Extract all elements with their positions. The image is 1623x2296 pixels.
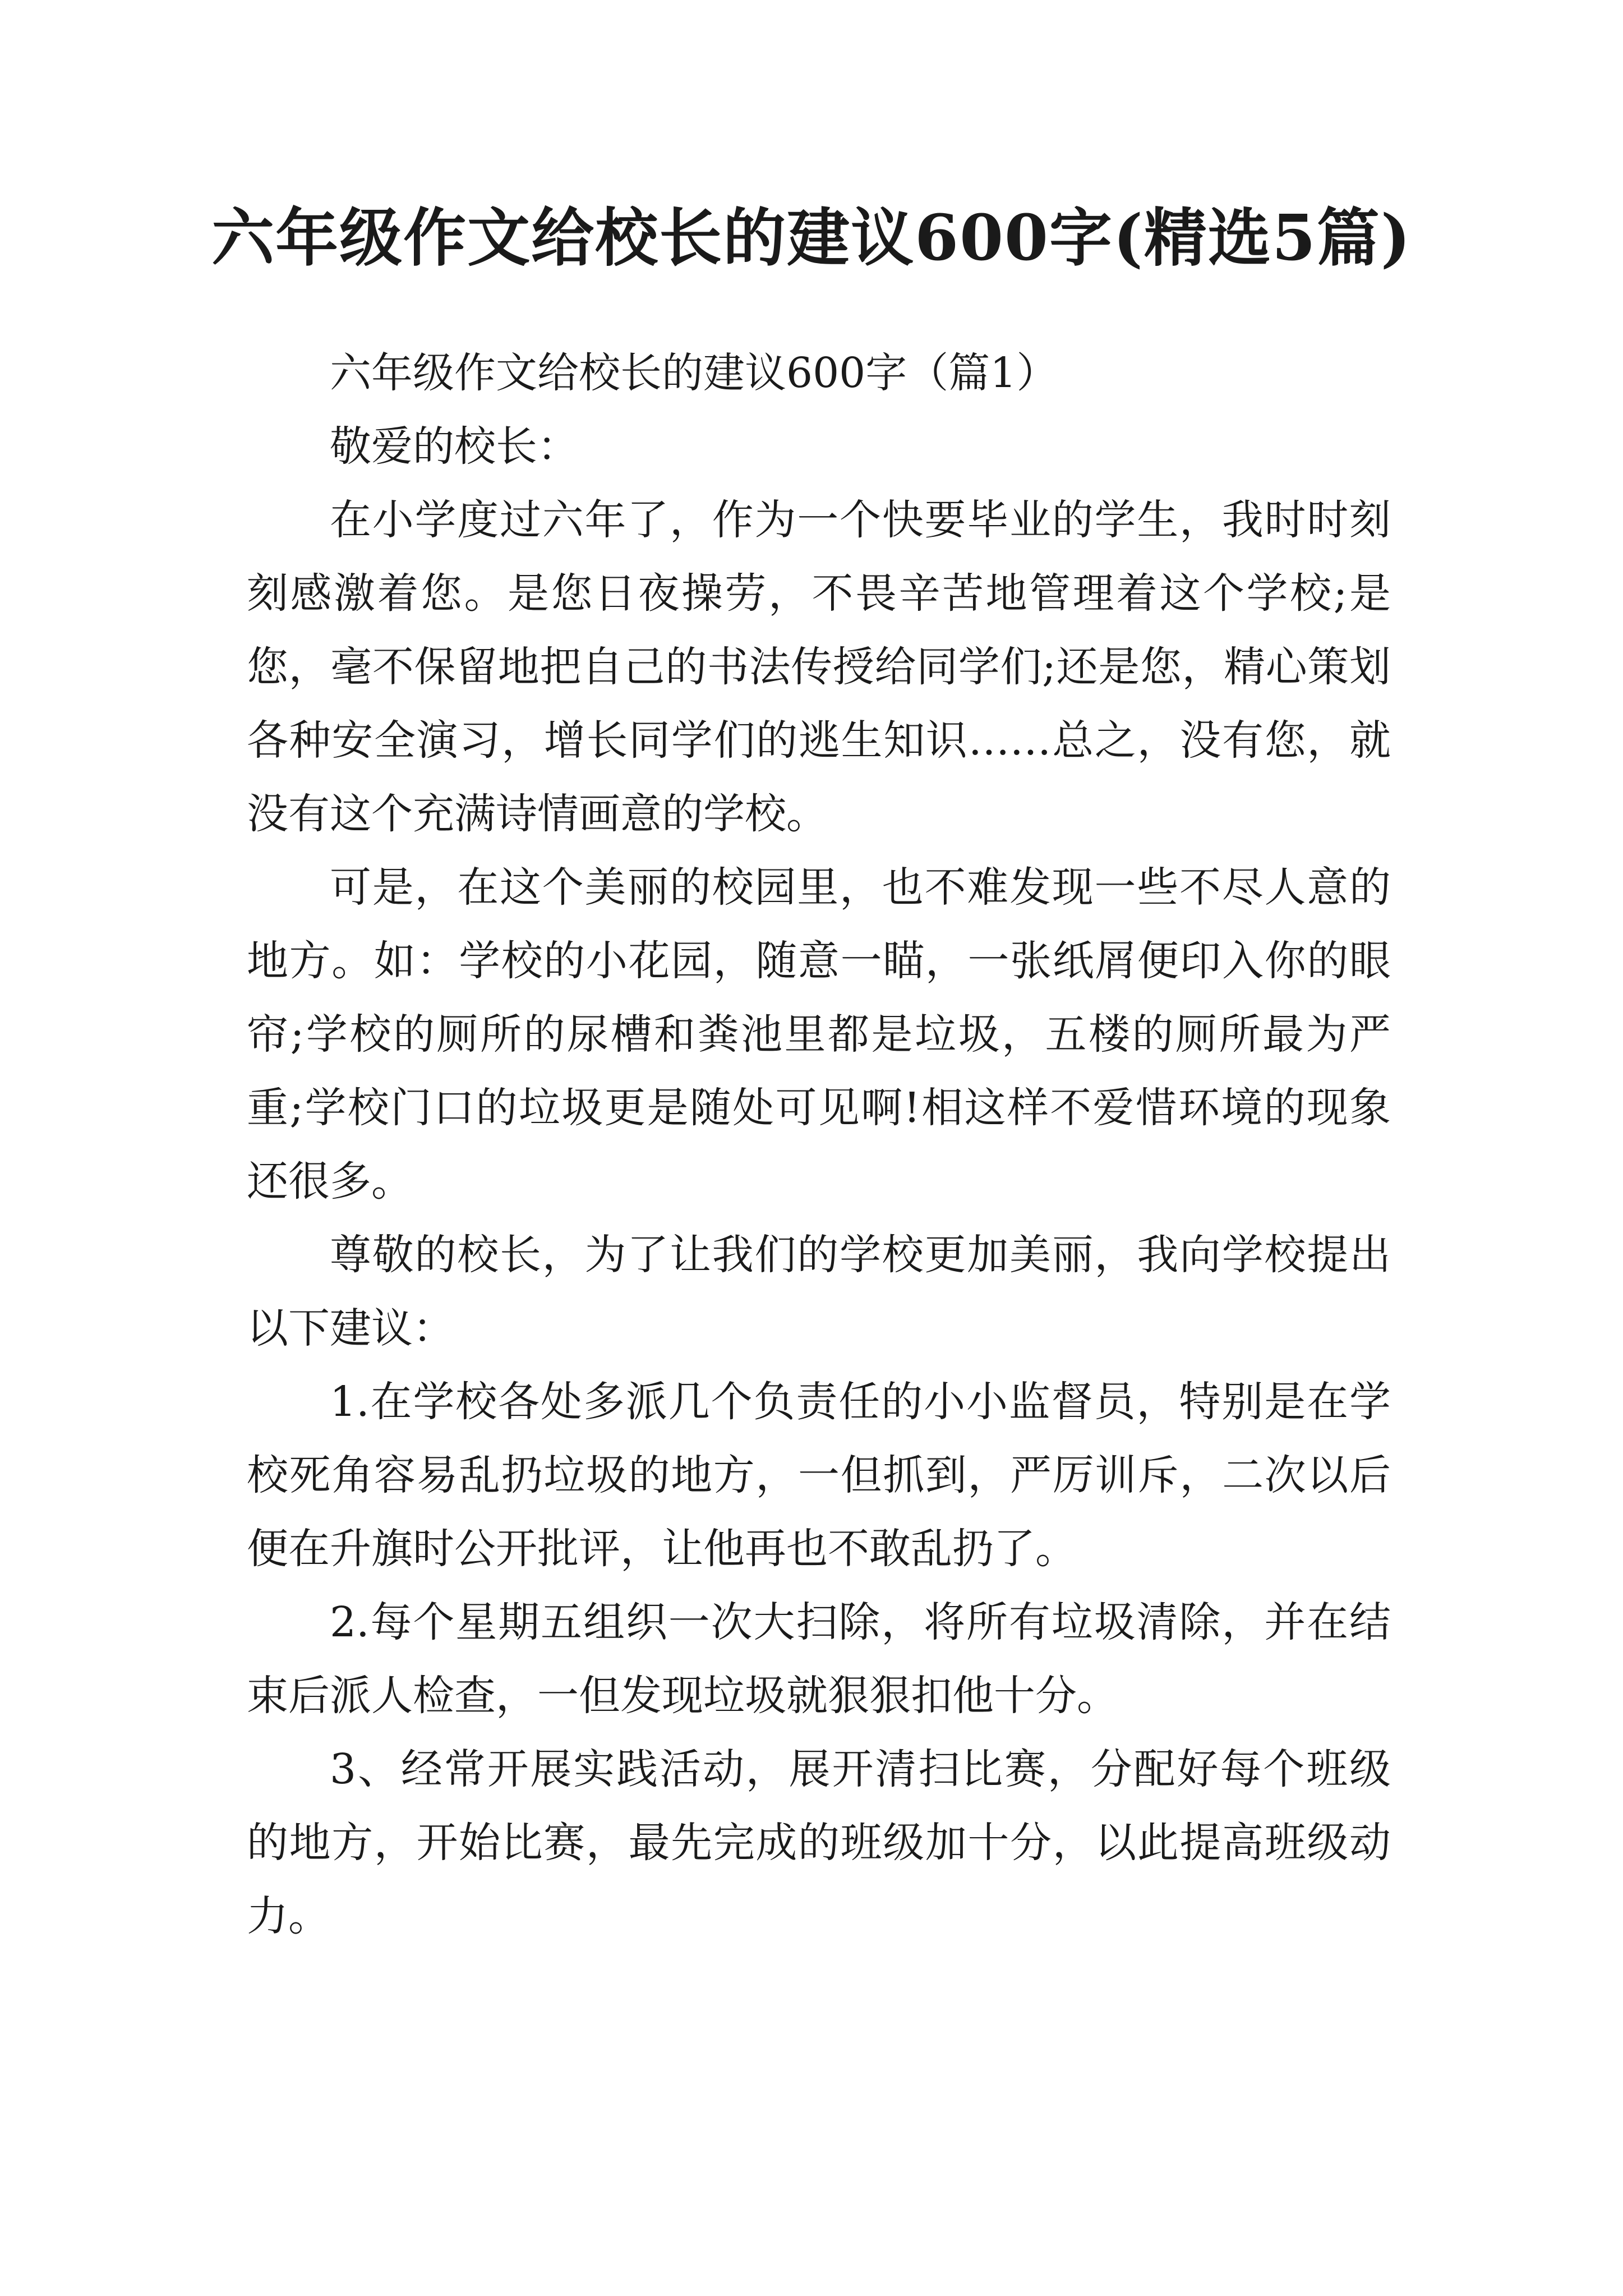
paragraph: 在小学度过六年了，作为一个快要毕业的学生，我时时刻刻感激着您。是您日夜操劳，不畏辛苦地管理着这个学校;是您，毫不保留地把自己的书法传授给同学们;还是您，精心策划各种安全演习，增长同学们的逃生知识……总之，没有您，就没有这个充满诗情画意的学校。 xyxy=(247,496,1391,838)
paragraph: 可是，在这个美丽的校园里，也不难发现一些不尽人意的地方。如：学校的小花园，随意一瞄，一张纸屑便印入你的眼帘;学校的厕所的尿槽和粪池里都是垃圾，五楼的厕所最为严重;学校门口的垃圾更是随处可见啊!相这样不爱惜环境的现象还很多。 xyxy=(247,863,1391,1205)
suggestion-item: 3、经常开展实践活动，展开清扫比赛，分配好每个班级的地方，开始比赛，最先完成的班级加十分，以此提高班级动力。 xyxy=(247,1745,1391,1940)
document-title: 六年级作文给校长的建议600字(精选5篇) xyxy=(211,201,1412,275)
paragraph: 尊敬的校长，为了让我们的学校更加美丽，我向学校提出以下建议： xyxy=(247,1231,1391,1352)
salutation: 敬爱的校长： xyxy=(330,422,579,471)
suggestion-item: 2.每个星期五组织一次大扫除，将所有垃圾清除，并在结束后派人检查，一但发现垃圾就狠狠扣他十分。 xyxy=(247,1598,1391,1720)
section-heading: 六年级作文给校长的建议600字（篇1） xyxy=(330,349,1058,397)
suggestion-item: 1.在学校各处多派几个负责任的小小监督员，特别是在学校死角容易乱扔垃圾的地方，一但抓到，严厉训斥，二次以后便在升旗时公开批评，让他再也不敢乱扔了。 xyxy=(247,1378,1391,1573)
document-body xyxy=(247,337,1391,1953)
